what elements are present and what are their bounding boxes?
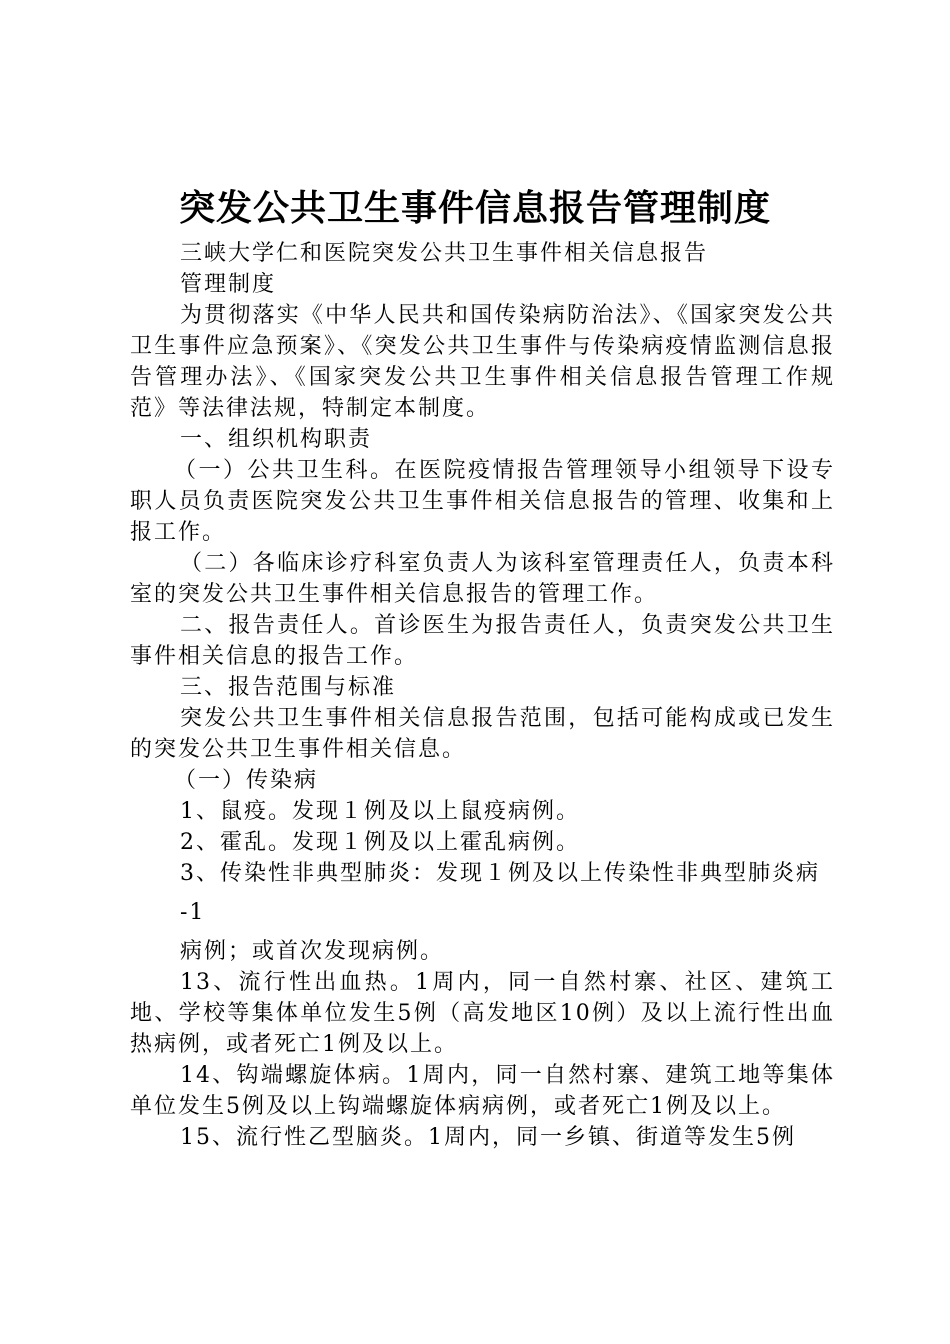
list-item-sars: 3、传染性非典型肺炎：发现１例及以上传染性非典型肺炎病 [180,861,820,886]
list-item-leptospirosis: 14、钩端螺旋体病。1周内，同一自然村寨、建筑工地等集体单位发生5例及以上钩端螺旋体病病例，或者死亡1例及以上。 [130,1063,835,1119]
document-body [130,238,835,1153]
list-item-encephalitis: 15、流行性乙型脑炎。1周内，同一乡镇、街道等发生5例 [180,1125,796,1150]
subsection-infectious-disease: （一）传染病 [174,768,319,793]
section-heading-3: 三、报告范围与标准 [180,675,397,700]
paragraph-clinical-depts: （二）各临床诊疗科室负责人为该科室管理责任人，负责本科室的突发公共卫生事件相关信息报告的管理工作。 [130,551,835,607]
subtitle-line-2: 管理制度 [180,272,277,297]
document-title: 突发公共卫生事件信息报告管理制度 [178,187,771,229]
list-item-cholera: 2、霍乱。发现１例及以上霍乱病例。 [180,830,580,855]
section-heading-1: 一、组织机构职责 [180,427,373,452]
list-item-sars-continued: 病例；或首次发现病例。 [180,939,445,964]
paragraph-report-scope: 突发公共卫生事件相关信息报告范围，包括可能构成或已发生的突发公共卫生事件相关信息。 [130,706,835,762]
page-number: -1 [180,900,206,925]
list-item-plague: 1、鼠疫。发现１例及以上鼠疫病例。 [180,799,580,824]
list-item-hemorrhagic-fever: 13、流行性出血热。1周内，同一自然村寨、社区、建筑工地、学校等集体单位发生5例（高发地区10例）及以上流行性出血热病例，或者死亡1例及以上。 [130,970,835,1057]
intro-paragraph: 为贯彻落实《中华人民共和国传染病防治法》、《国家突发公共卫生事件应急预案》、《突发公共卫生事件与传染病疫情监测信息报告管理办法》、《国家突发公共卫生事件相关信息报告管理工作规范》等法律法规，特制定本制度。 [130,303,835,421]
subtitle-line-1: 三峡大学仁和医院突发公共卫生事件相关信息报告 [180,241,709,266]
section-heading-2: 二、报告责任人。首诊医生为报告责任人，负责突发公共卫生事件相关信息的报告工作。 [130,613,835,669]
paragraph-public-health-dept: （一）公共卫生科。在医院疫情报告管理领导小组领导下设专职人员负责医院突发公共卫生事件相关信息报告的管理、收集和上报工作。 [130,458,835,545]
